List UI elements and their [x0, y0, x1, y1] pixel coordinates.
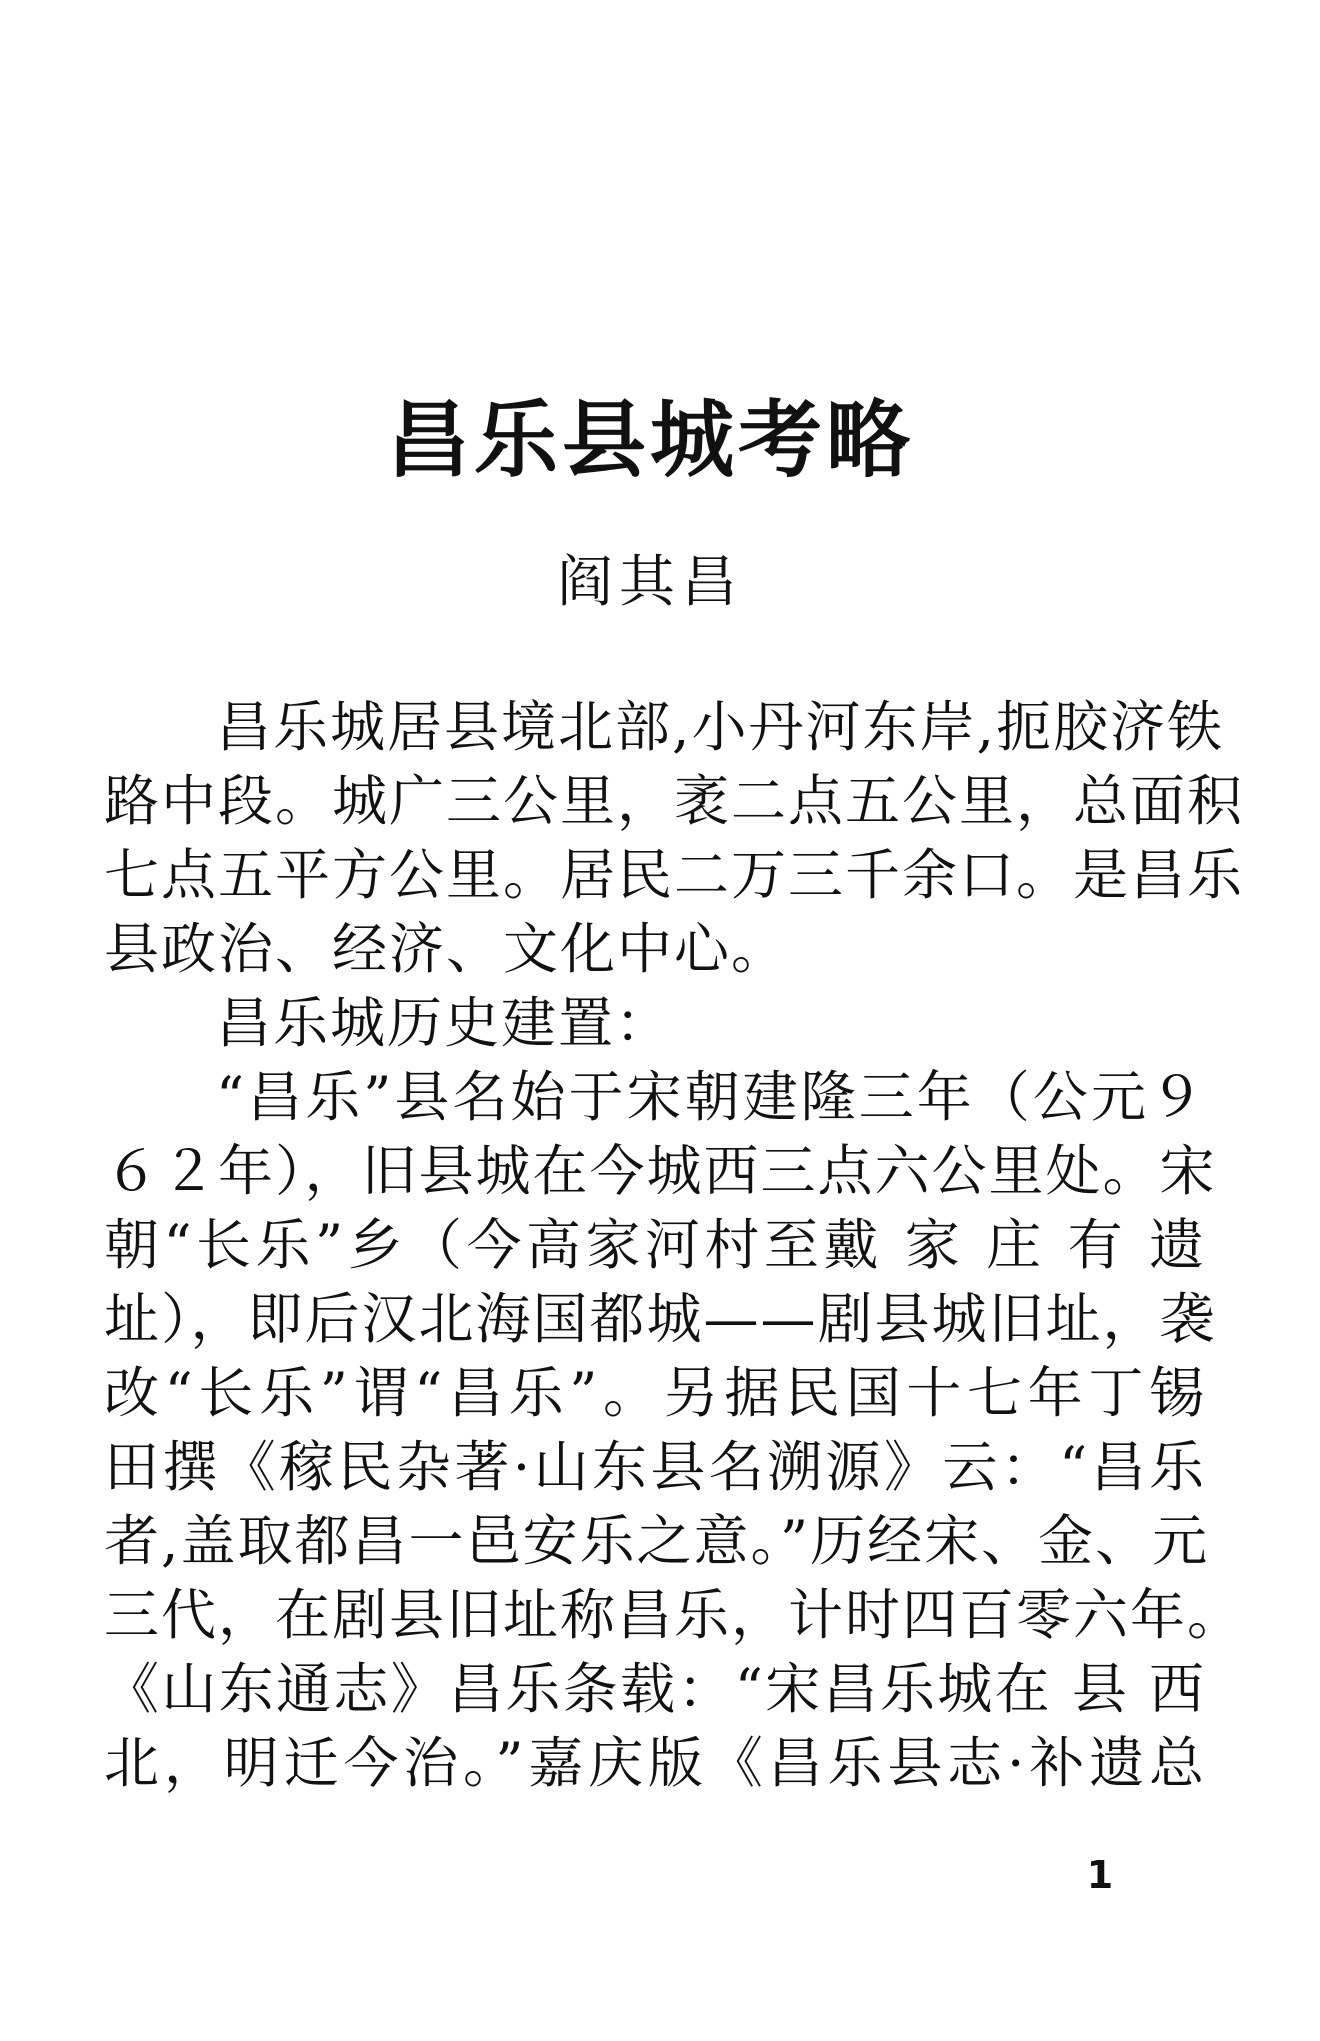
text-line: 三代，在剧县旧址称昌乐，计时四百零六年。 [104, 1583, 1245, 1647]
text-line: 《山东通志》昌乐条载：“宋昌乐城在 县 西 [104, 1657, 1206, 1721]
text-line: 北，明迁今治。”嘉庆版《昌乐县志·补遗总 [104, 1731, 1206, 1795]
text-line: “昌乐”县名始于宋朝建隆三年（公元９ [216, 1065, 1206, 1129]
body-text [104, 690, 1245, 1800]
page-title: 昌乐县城考略 [385, 391, 914, 489]
text-line: 昌乐城历史建置： [216, 991, 673, 1055]
text-line: 朝“长乐”乡（今高家河村至戴 家 庄 有 遗 [104, 1213, 1206, 1277]
text-line: 路中段。城广三公里，袤二点五公里，总面积 [104, 769, 1245, 833]
text-line: 址），即后汉北海国都城——剧县城旧址，袭 [104, 1287, 1217, 1351]
text-line: 七点五平方公里。居民二万三千余口。是昌乐 [104, 843, 1245, 907]
text-line: 县政治、经济、文化中心。 [104, 917, 789, 981]
text-line: 昌乐城居县境北部,小丹河东岸,扼胶济铁 [216, 695, 1224, 759]
page-number: 1 [1086, 1853, 1114, 1897]
text-line: 改“长乐”谓“昌乐”。另据民国十七年丁锡 [104, 1361, 1206, 1425]
text-line: 田撰《稼民杂著·山东县名溯源》云：“昌乐 [104, 1435, 1206, 1499]
text-line: ６２年），旧县城在今城西三点六公里处。宋 [104, 1139, 1217, 1203]
text-line: 者,盖取都昌一邑安乐之意。”历经宋、金、元 [104, 1509, 1210, 1573]
author-name: 阎其昌 [557, 550, 743, 615]
